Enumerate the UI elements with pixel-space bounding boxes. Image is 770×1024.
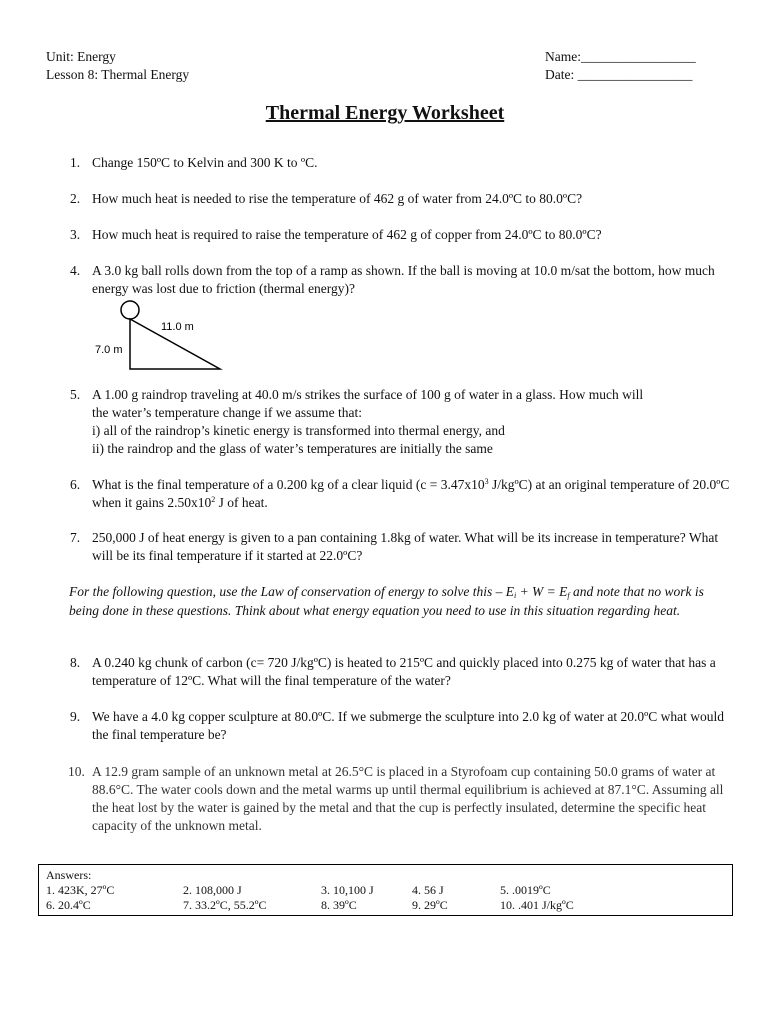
question-number: 4.: [70, 263, 81, 278]
question-text: A 0.240 kg chunk of carbon (c= 720 J/kgºC) is heated to 215ºC and quickly placed into 0.275 kg of water that has a temperature of 12ºC. What will the final temperature of the water?: [92, 655, 716, 688]
question-text: How much heat is required to raise the temperature of 462 g of copper from 24.0ºC to 80.0ºC?: [92, 227, 602, 242]
ramp-diagram: [88, 298, 268, 378]
unit-label: Unit: Energy: [46, 49, 116, 64]
exponent: 3: [484, 477, 489, 486]
subscript: f: [567, 591, 570, 600]
question-text: [92, 386, 732, 458]
question-text-part: J of heat.: [215, 495, 268, 510]
question-text: [92, 476, 732, 512]
question-text: We have a 4.0 kg copper sculpture at 80.0ºC. If we submerge the sculpture into 2.0 kg of water at 20.0ºC what would the final temperature be?: [92, 709, 725, 742]
question-text-part: J/kgºC) at an original temperature of 20.0ºC when it gains 2.50x10: [92, 477, 730, 510]
name-field: Name:_________________: [545, 49, 696, 64]
question-number: 2.: [70, 191, 81, 206]
ball-shape: [121, 301, 139, 319]
lesson-label: Lesson 8: Thermal Energy: [46, 67, 190, 82]
note-part: and note that no work is being done in these questions. Think about what energy equation you need to use in this situation regarding heat.: [69, 584, 704, 618]
answer-item: 5. .0019ºC: [500, 883, 551, 897]
date-field: Date: _________________: [545, 67, 693, 82]
header-right: [545, 48, 696, 84]
height-label: 7.0 m: [95, 344, 123, 356]
note-part: + W = E: [516, 584, 568, 599]
answer-item: 8. 39ºC: [321, 898, 357, 912]
question-number: 1.: [70, 155, 81, 170]
question-text: A 12.9 gram sample of an unknown metal at 26.5°C is placed in a Styrofoam cup containing 50.0 grams of water at 88.6°C. The water cools down and the metal warms up until thermal equilibrium is achieved at 87.1°C. Assuming all the heat lost by the water is gained by the metal and that the cup is perfectly insulated, determine the specific heat capacity of the unknown metal.: [92, 764, 724, 833]
answer-item: 4. 56 J: [412, 883, 444, 897]
question-number: 3.: [70, 227, 81, 242]
ramp-figure: [88, 298, 268, 382]
answer-key-box: [38, 864, 733, 916]
question-number: 6.: [70, 477, 81, 492]
question-text-part: What is the final temperature of a 0.200 kg of a clear liquid (c = 3.47x10: [92, 477, 485, 492]
answer-item: 6. 20.4ºC: [46, 898, 91, 912]
hypotenuse-label: 11.0 m: [161, 321, 194, 333]
answer-item: 7. 33.2ºC, 55.2ºC: [183, 898, 267, 912]
answer-item: 10. .401 J/kgºC: [500, 898, 574, 912]
question-number: 5.: [70, 387, 81, 402]
question-line: ii) the raindrop and the glass of water’s temperatures are initially the same: [92, 441, 493, 456]
question-line: A 1.00 g raindrop traveling at 40.0 m/s strikes the surface of 100 g of water in a glass. How much will: [92, 387, 644, 402]
answer-item: 1. 423K, 27ºC: [46, 883, 115, 897]
question-line: the water’s temperature change if we assume that:: [92, 405, 363, 420]
answers-heading: Answers:: [46, 868, 92, 882]
answer-item: 9. 29ºC: [412, 898, 448, 912]
worksheet-title: Thermal Energy Worksheet: [265, 102, 505, 124]
answer-item: 3. 10,100 J: [321, 883, 374, 897]
question-text: A 3.0 kg ball rolls down from the top of a ramp as shown. If the ball is moving at 10.0 m/sat the bottom, how much energy was lost due to friction (thermal energy)?: [92, 263, 715, 296]
question-line: i) all of the raindrop’s kinetic energy is transformed into thermal energy, and: [92, 423, 505, 438]
note-part: For the following question, use the Law of conservation of energy to solve this – E: [69, 584, 514, 599]
question-text: Change 150ºC to Kelvin and 300 K to ºC.: [92, 155, 318, 170]
question-text: 250,000 J of heat energy is given to a pan containing 1.8kg of water. What will be its increase in temperature? What will be its final temperature if it started at 22.0ºC?: [92, 530, 719, 563]
question-number: 10.: [68, 764, 85, 779]
instruction-note: [69, 583, 729, 620]
header-left: [46, 48, 189, 84]
subscript: i: [513, 591, 517, 600]
exponent: 2: [211, 495, 216, 504]
answer-item: 2. 108,000 J: [183, 883, 242, 897]
question-number: 9.: [70, 709, 81, 724]
question-number: 7.: [70, 530, 81, 545]
question-number: 8.: [70, 655, 81, 670]
question-text: How much heat is needed to rise the temperature of 462 g of water from 24.0ºC to 80.0ºC?: [92, 191, 583, 206]
